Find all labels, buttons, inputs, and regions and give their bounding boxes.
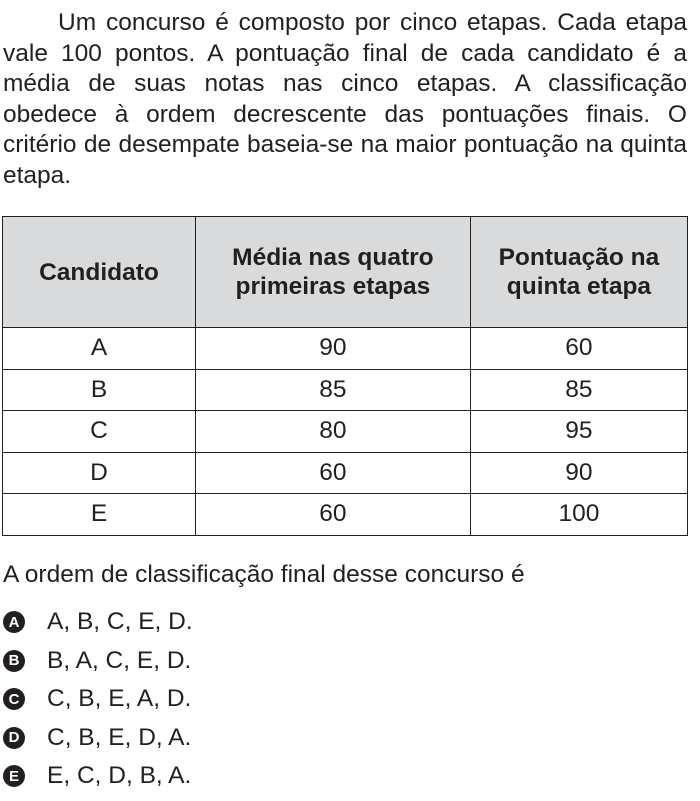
cell-media: 60: [195, 494, 470, 536]
option-letter-badge: D: [3, 727, 25, 749]
header-quinta: Pontuação na quinta etapa: [470, 217, 687, 328]
table-header-row: [3, 217, 688, 328]
cell-candidate: A: [3, 328, 196, 370]
table-row: [3, 369, 688, 411]
intro-paragraph: [3, 8, 687, 192]
cell-quinta: 60: [470, 328, 687, 370]
cell-quinta: 90: [470, 452, 687, 494]
option-letter-badge: B: [3, 650, 25, 672]
table-row: [3, 452, 688, 494]
option-text: C, B, E, D, A.: [47, 723, 192, 751]
table-row: [3, 494, 688, 536]
option-e[interactable]: [3, 757, 193, 796]
cell-candidate: D: [3, 452, 196, 494]
table-row: [3, 328, 688, 370]
option-text: C, B, E, A, D.: [47, 685, 192, 713]
header-media: Média nas quatro primeiras etapas: [195, 217, 470, 328]
cell-candidate: B: [3, 369, 196, 411]
cell-media: 80: [195, 411, 470, 453]
scores-table: [2, 216, 688, 536]
cell-quinta: 95: [470, 411, 687, 453]
option-c[interactable]: [3, 680, 193, 719]
option-d[interactable]: [3, 719, 193, 758]
option-text: A, B, C, E, D.: [47, 608, 193, 636]
option-letter-badge: C: [3, 688, 25, 710]
cell-quinta: 100: [470, 494, 687, 536]
table-row: [3, 411, 688, 453]
option-letter-badge: E: [3, 765, 25, 787]
header-candidato: Candidato: [3, 217, 196, 328]
option-b[interactable]: [3, 642, 193, 681]
option-text: E, C, D, B, A.: [47, 762, 192, 790]
option-a[interactable]: [3, 603, 193, 642]
option-letter-badge: A: [3, 611, 25, 633]
cell-media: 85: [195, 369, 470, 411]
option-text: B, A, C, E, D.: [47, 646, 192, 674]
cell-media: 90: [195, 328, 470, 370]
cell-media: 60: [195, 452, 470, 494]
answer-options: [3, 603, 193, 796]
cell-candidate: C: [3, 411, 196, 453]
cell-quinta: 85: [470, 369, 687, 411]
question-prompt: A ordem de classificação final desse concurso é: [3, 561, 525, 588]
cell-candidate: E: [3, 494, 196, 536]
intro-text: Um concurso é composto por cinco etapas. Cada etapa vale 100 pontos. A pontuação final de cada candidato é a média de suas notas nas cinco etapas. A classificação obedece à ordem decrescente das pontuações finais. O critério de desempate baseia-se na maior pontuação na quinta etapa.: [3, 9, 687, 189]
